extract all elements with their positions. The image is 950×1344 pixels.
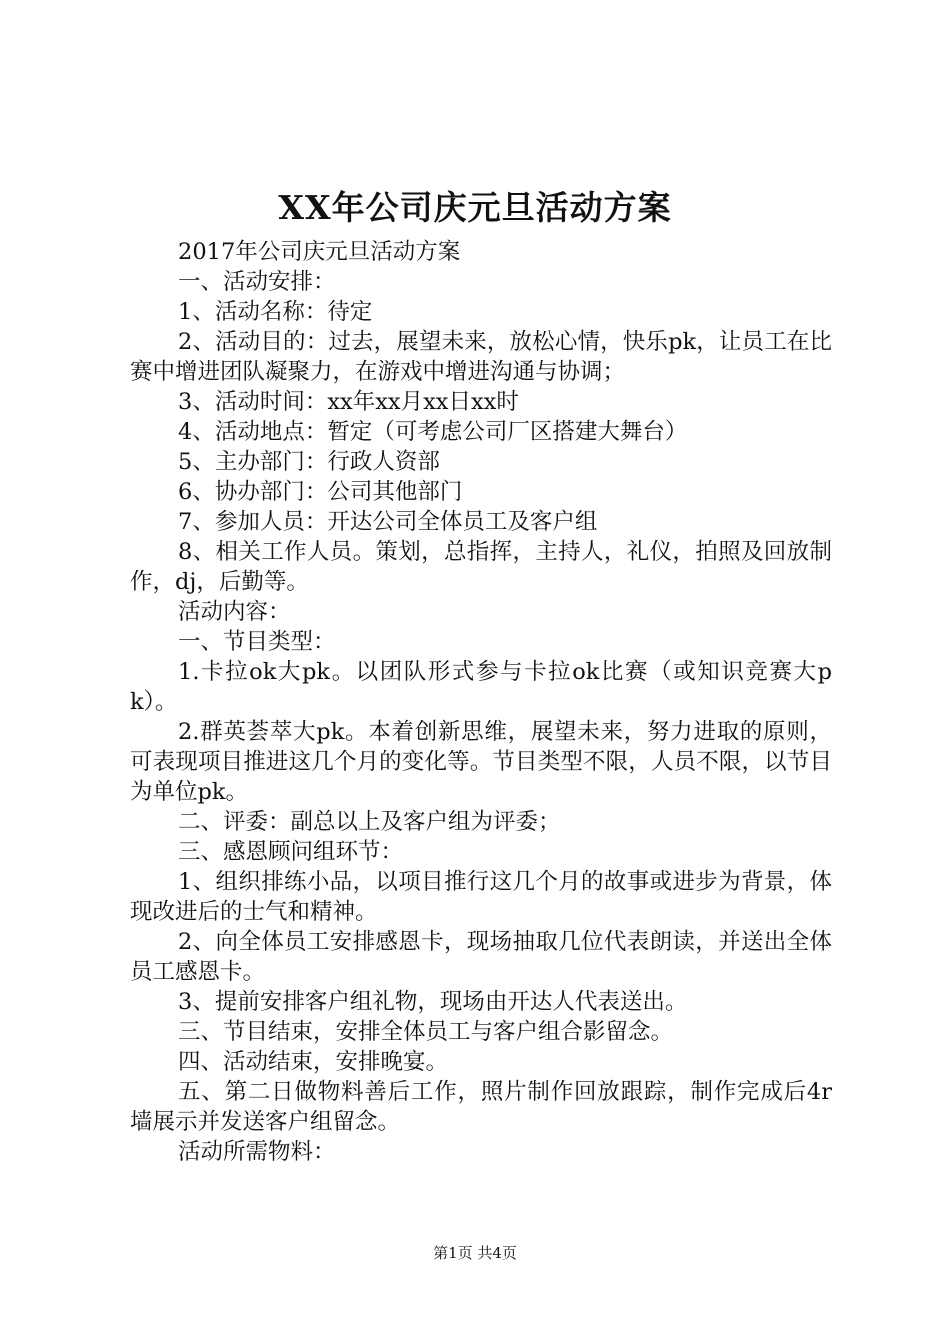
- paragraph: 3、活动时间：xx年xx月xx日xx时: [178, 389, 519, 415]
- paragraph: 2017年公司庆元旦活动方案: [178, 239, 461, 265]
- paragraph: 五、第二日做物料善后工作，照片制作回放跟踪，制作完成后4r墙展示并发送客户组留念。: [130, 1079, 832, 1135]
- document-body: [130, 237, 832, 1167]
- paragraph: 1.卡拉ok大pk。以团队形式参与卡拉ok比赛（或知识竞赛大pk）。: [130, 659, 832, 715]
- paragraph: 2.群英荟萃大pk。本着创新思维，展望未来，努力进取的原则，可表现项目推进这几个月的变化等。节目类型不限，人员不限，以节目为单位pk。: [130, 719, 832, 805]
- page-indicator: 第1页 共4页: [433, 1244, 517, 1262]
- paragraph: 四、活动结束，安排晚宴。: [178, 1049, 449, 1075]
- paragraph: 一、节目类型：: [178, 629, 336, 655]
- document-title: XX年公司庆元旦活动方案: [278, 188, 672, 227]
- paragraph: 6、协办部门：公司其他部门: [178, 479, 463, 505]
- paragraph: 三、节目结束，安排全体员工与客户组合影留念。: [178, 1019, 674, 1045]
- paragraph: 二、评委：副总以上及客户组为评委；: [178, 809, 561, 835]
- paragraph: 一、活动安排：: [178, 269, 336, 295]
- paragraph: 三、感恩顾问组环节：: [178, 839, 404, 865]
- paragraph: 1、组织排练小品，以项目推行这几个月的故事或进步为背景，体现改进后的士气和精神。: [130, 869, 832, 925]
- paragraph: 3、提前安排客户组礼物，现场由开达人代表送出。: [178, 989, 688, 1015]
- paragraph: 7、参加人员：开达公司全体员工及客户组: [178, 509, 598, 535]
- paragraph: 8、相关工作人员。策划，总指挥，主持人，礼仪，拍照及回放制作，dj，后勤等。: [130, 539, 832, 595]
- paragraph: 1、活动名称：待定: [178, 299, 373, 325]
- paragraph: 2、活动目的：过去，展望未来，放松心情，快乐pk，让员工在比赛中增进团队凝聚力，在游戏中增进沟通与协调；: [130, 329, 832, 385]
- paragraph: 5、主办部门：行政人资部: [178, 449, 440, 475]
- paragraph: 活动所需物料：: [178, 1139, 336, 1165]
- paragraph: 4、活动地点：暂定（可考虑公司厂区搭建大舞台）: [178, 419, 688, 445]
- paragraph: 活动内容：: [178, 599, 291, 625]
- paragraph: 2、向全体员工安排感恩卡，现场抽取几位代表朗读，并送出全体员工感恩卡。: [130, 929, 832, 985]
